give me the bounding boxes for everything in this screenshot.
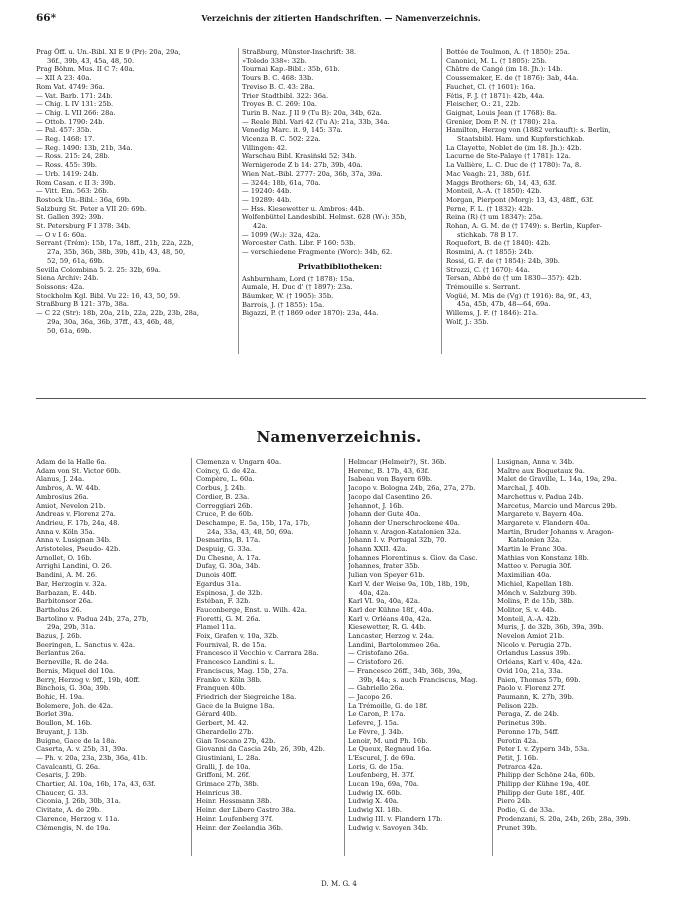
index-entry: Lacurne de Ste-Palaye († 1781): 12a. xyxy=(446,152,571,161)
index-entry: Troyes B. C. 269: 10a. xyxy=(242,100,318,109)
index-entry: Karl v. Orléans 40a, 42a. xyxy=(348,614,432,623)
index-entry: Tournai Kap.-Bibl.: 35b, 61b. xyxy=(242,65,340,74)
index-entry: Peter I. v. Zypern 34b, 53a. xyxy=(497,745,590,754)
index-entry: Peraga, Z. de 24b. xyxy=(497,710,559,719)
index-entry: Lancaster, Herzog v. 24a. xyxy=(348,632,435,641)
index-entry: Fournival, R. de 15a. xyxy=(196,640,267,649)
index-entry: Rossi, G. F. de († 1854): 24b, 39b. xyxy=(446,256,560,265)
index-entry: — Jacopo 26. xyxy=(348,692,393,701)
index-entry: Clémengis, N. de 19a. xyxy=(36,823,111,832)
index-entry: Jehannot, J. 16b. xyxy=(348,501,404,510)
index-entry: — 19240: 44b. xyxy=(242,187,292,196)
index-entry: Estéban, F. 32b. xyxy=(196,597,251,606)
index-entry: Rom Vat. 4749: 36a. xyxy=(36,82,105,91)
index-entry: Reina (R) († um 1834?): 25a. xyxy=(446,213,543,222)
index-entry: Binchois, G. 30a, 39b. xyxy=(36,684,111,693)
index-entry: Salzburg St. Peter a VII 20: 69b. xyxy=(36,204,147,213)
index-entry: Trier Stadtbibl. 322: 36a. xyxy=(242,91,329,100)
index-entry: Loris, G. de 15a. xyxy=(348,762,404,771)
index-entry: 52, 59, 61a, 69b. xyxy=(47,256,105,265)
index-entry: Johann I. v. Portugal 32b, 70. xyxy=(348,536,447,545)
index-entry: Bolemere, Joh. de 42a. xyxy=(36,701,113,710)
index-entry: 36f., 39b, 43, 45a, 48, 50. xyxy=(47,56,135,65)
index-entry: Amiot, Nevelon 21b. xyxy=(36,501,106,510)
index-entry: — Ross. 215: 24, 28b. xyxy=(36,152,110,161)
index-entry: Karl der Kühne 18f., 40a. xyxy=(348,605,434,614)
index-entry: Johannes, frater 35b. xyxy=(348,562,420,571)
index-entry: Prodenzani, S. 20a, 24b, 26b, 28a, 39b. xyxy=(497,814,631,823)
index-entry: — Francesco 26ff., 34b, 36b, 39a, xyxy=(348,666,463,675)
index-entry: Maître aux Boquetaux 9a. xyxy=(497,466,585,475)
index-entry: Bernis, Miquel del 10a. xyxy=(36,666,116,675)
index-entry: La Clayette, Noblet de (im 18. Jh.): 42b. xyxy=(446,143,582,152)
index-entry: Giustiniani, L. 28a. xyxy=(196,753,261,762)
index-entry: Bartolino v. Padua 24b, 27a, 27b, xyxy=(36,614,149,623)
index-entry: Straßburg, Münster-Inschrift: 38. xyxy=(242,48,357,56)
index-entry: Hamilton, Herzog von (1882 verkauft): s. Berlin, xyxy=(446,126,611,135)
index-entry: Corbus, J. 24b. xyxy=(196,484,246,493)
index-entry: Arnollet, O. 16b. xyxy=(36,553,92,562)
index-entry: Margarete v. Flandern 40a. xyxy=(497,518,591,527)
index-entry: Lucan 19a, 69a, 70a. xyxy=(348,780,420,789)
index-entry: 24a, 33a, 43, 48, 50, 69a. xyxy=(207,527,294,536)
index-entry: Arrighi Landini, O. 26. xyxy=(36,562,113,571)
index-entry: Civitate, A. de 29b. xyxy=(36,806,102,815)
index-entry: — Cristoforo 26. xyxy=(348,658,404,667)
index-entry: Wernigerode Z b 14: 27b, 39b, 40a. xyxy=(242,161,363,170)
index-entry: Desmarins, B. 17a. xyxy=(196,536,261,545)
index-entry: Fauchet, Cl. († 1601): 16a. xyxy=(446,82,536,91)
index-entry: — Chig. L VII 266: 28a. xyxy=(36,108,116,117)
index-entry: Francesco Landini s. L. xyxy=(196,658,276,667)
index-entry: Venedig Marc. it. 9, 145: 37a. xyxy=(242,126,343,135)
index-entry: Clarence, Herzog v. 11a. xyxy=(36,814,120,823)
index-entry: Rosmini, A. († 1855): 24b. xyxy=(446,248,534,257)
index-entry: — 3244: 18b, 61a, 70a. xyxy=(242,178,321,187)
column-divider xyxy=(441,48,442,354)
index-entry: — Hss. Kiesewetter u. Ambros: 44b. xyxy=(242,204,365,213)
index-entry: Coincy, G. de 42a. xyxy=(196,466,257,475)
index-entry: Paien, Thomas 57b, 69b. xyxy=(497,675,581,684)
index-entry: — 1099 (W₂): 32a, 42a. xyxy=(242,230,321,239)
index-entry: Bazus, J. 26b. xyxy=(36,632,82,641)
index-entry: Gralli, J. de 10a. xyxy=(196,762,251,771)
index-entry: Piero 24b. xyxy=(497,797,532,806)
index-entry: Boullon, M. 16b. xyxy=(36,719,93,728)
private-libraries-heading: Privatbibliotheken: xyxy=(297,261,383,271)
index-entry: Malet de Graville, L. 14a, 19a, 29a. xyxy=(497,475,617,484)
index-entry: — Vitt. Em. 563: 26b. xyxy=(36,187,109,196)
index-entry: Treviso B. C. 43: 28a. xyxy=(242,82,315,91)
index-entry: Bigazzi, P. († 1869 oder 1870): 23a, 44a. xyxy=(242,309,379,318)
handschriften-column-1 xyxy=(36,48,234,335)
index-entry: Gérard 40b. xyxy=(196,710,238,719)
index-entry: Alanus, J. 24a. xyxy=(36,475,85,484)
index-entry: Monteil, A.-A. († 1850): 42b. xyxy=(446,187,542,196)
index-entry: Bohic, H. 19a. xyxy=(36,692,85,701)
column-divider xyxy=(344,458,345,856)
index-entry: Dufay, G. 30a, 34b. xyxy=(196,562,261,571)
index-entry: Peronne 17b, 54ff. xyxy=(497,727,560,736)
index-entry: Orlandus Lassus 39b. xyxy=(497,649,571,658)
index-entry: Rom Casan. c II 3: 39b. xyxy=(36,178,116,187)
index-entry: Loufenberg, H. 37f. xyxy=(348,771,415,780)
index-entry: Worcester Cath. Libr. F 160: 53b. xyxy=(242,239,356,248)
index-entry: Perotin 42a. xyxy=(497,736,539,745)
index-entry: — Vat. Barb. 171: 24b. xyxy=(36,91,113,100)
index-entry: Beeringen, L. Sanctus v. 42a. xyxy=(36,640,135,649)
index-entry: Cruce, P. de 60b. xyxy=(196,510,254,519)
index-entry: Ashburnham, Lord († 1878): 15a. xyxy=(242,274,355,283)
column-divider xyxy=(191,458,192,856)
index-entry: Correggiari 26b. xyxy=(196,501,253,510)
index-entry: Prunet 39b. xyxy=(497,823,537,832)
index-entry: Ambros, A. W. 44b. xyxy=(36,484,101,493)
namen-column-1 xyxy=(36,458,186,832)
index-entry: Ludwig III. v. Flandern 17b. xyxy=(348,814,443,823)
index-entry: Margarete v. Bayern 40a. xyxy=(497,510,584,519)
index-entry: Le Caron, P. 17a. xyxy=(348,710,406,719)
index-entry: Franquen 40b. xyxy=(196,684,247,693)
namen-column-2 xyxy=(196,458,342,832)
index-entry: Warschau Bibl. Krasiński 52: 34b. xyxy=(242,152,357,161)
index-entry: Marchettus v. Padua 24b. xyxy=(497,492,584,501)
index-entry: Bar, Herzogin v. 32a. xyxy=(36,579,107,588)
index-entry: Mönch v. Salzburg 39b. xyxy=(497,588,577,597)
index-entry: Turin B. Naz. J II 9 (Tu B): 20a, 34b, 62a. xyxy=(242,108,382,117)
handschriften-column-2 xyxy=(242,48,438,318)
index-entry: Canonici, M. L. († 1805): 25b. xyxy=(446,56,547,65)
index-entry: Johann XXII. 42a. xyxy=(348,545,408,554)
index-entry: Gian Toscano 27b, 42b. xyxy=(196,736,276,745)
index-entry: Mathias von Konstanz 18b. xyxy=(497,553,589,562)
index-entry: Cavalcanti, G. 26a. xyxy=(36,762,101,771)
index-entry: Willems, J. F. († 1846): 21a. xyxy=(446,309,539,318)
index-entry: Stockholm Kgl. Bibl. Vu 22: 16, 43, 50, 59. xyxy=(36,291,181,300)
index-entry: Matteo v. Perugia 30f. xyxy=(497,562,572,571)
index-entry: 39b, 44a; s. auch Franciscus, Mag. xyxy=(359,675,478,684)
index-entry: Griffoni, M. 26f. xyxy=(196,771,251,780)
index-entry: Du Chesne, A. 17a. xyxy=(196,553,261,562)
index-entry: Lusignan, Anna v. 34b. xyxy=(497,458,575,466)
index-entry: — Ottob. 1790: 24b. xyxy=(36,117,105,126)
index-entry: 42a. xyxy=(253,222,268,231)
index-entry: — Chig. L IV 131: 25b. xyxy=(36,100,114,109)
index-entry: Karl V. der Weise 9a, 10b, 18b, 19b, xyxy=(348,579,470,588)
index-entry: Siena Archiv: 24b. xyxy=(36,274,99,283)
index-entry: Prag Böhm. Mus. II C 7: 40a. xyxy=(36,65,135,74)
index-entry: Muris, J. de 32b, 36b, 39a, 39b. xyxy=(497,623,604,632)
index-entry: Sevilla Colombina 5. 2. 25: 32b, 69a. xyxy=(36,265,161,274)
index-entry: Bäumker, W. († 1905): 35b. xyxy=(242,291,334,300)
running-title: Verzeichnis der zitierten Handschriften. — Namenverzeichnis. xyxy=(201,13,481,23)
index-entry: Ovid 10a, 21a, 33a. xyxy=(497,666,563,675)
index-entry: Philipp der Schöne 24a, 60b. xyxy=(497,771,596,780)
index-entry: 40a, 42a. xyxy=(359,588,391,597)
index-entry: Fétis, F. J. († 1871): 42b, 44a. xyxy=(446,91,545,100)
index-entry: Cordier, B. 23a. xyxy=(196,492,250,501)
index-entry: Marchal, J. 40b. xyxy=(497,484,551,493)
index-entry: Ciconia, J. 26b, 30b, 31a. xyxy=(36,797,121,806)
index-entry: 45a, 45b, 47b, 48—64, 69a. xyxy=(457,300,551,309)
index-entry: Buigne, Gace de la 18a. xyxy=(36,736,117,745)
index-entry: Mac Veagh: 21, 38b, 61f. xyxy=(446,169,531,178)
index-entry: Cesaris, J. 29b. xyxy=(36,771,87,780)
index-entry: Lenoir, M. und Ph. 16b. xyxy=(348,736,428,745)
index-entry: Francesco il Vecchio v. Carrara 28a. xyxy=(196,649,319,658)
column-divider xyxy=(492,458,493,856)
index-entry: — 19289: 44b. xyxy=(242,195,292,204)
index-entry: Strozzi, C. († 1670): 44a. xyxy=(446,265,530,274)
index-entry: Vicenza B. C. 502: 22a. xyxy=(242,135,321,144)
index-entry: Gaignat, Louis Jean († 1768): 8a. xyxy=(446,108,557,117)
index-entry: Pelison 22b. xyxy=(497,701,539,710)
index-entry: Jacopo v. Bologna 24b, 26a, 27a, 27b. xyxy=(348,484,476,493)
index-entry: Johannes Florentinus s. Giov. da Casc. xyxy=(348,553,478,562)
index-entry: Molins, P. de 15b, 38b. xyxy=(497,597,574,606)
index-entry: Monteil, A.-A. 42b. xyxy=(497,614,561,623)
signature-mark: D. M. G. 4 xyxy=(321,880,357,888)
index-entry: Johann v. Aragon-Katalonien 32a. xyxy=(348,527,462,536)
index-entry: Heinr. der Libero Castro 38a. xyxy=(196,806,296,815)
index-entry: Borlet 39a. xyxy=(36,710,74,719)
index-entry: Châtre de Cangé (im 18. Jh.): 14b. xyxy=(446,65,563,74)
index-entry: — XII A 23: 40a. xyxy=(36,74,92,83)
column-divider xyxy=(238,48,239,354)
index-entry: Coussemaker, E. de († 1876): 3ab, 44a. xyxy=(446,74,579,83)
index-entry: — Cristofano 26a. xyxy=(348,649,409,658)
index-entry: Heinr. Loufenberg 37f. xyxy=(196,814,274,823)
index-entry: Perne, F. L. († 1832): 42b. xyxy=(446,204,534,213)
index-entry: Giovanni da Cascia 24b, 26, 39b, 42b. xyxy=(196,745,325,754)
index-entry: Nevelon Amiot 21b. xyxy=(497,632,565,641)
index-entry: Serrant (Trém): 15b, 17a, 18ff., 21b, 22a, 22b, xyxy=(36,239,194,248)
index-entry: Adam von St. Victor 60b. xyxy=(36,466,121,475)
index-entry: Orléans, Karl v. 40a, 42a. xyxy=(497,658,583,667)
index-entry: Fauconberge, Enst. u. Wilh. 42a. xyxy=(196,605,307,614)
index-entry: Flamel 11a. xyxy=(196,623,236,632)
index-entry: Franciscus, Mag. 15b, 27a. xyxy=(196,666,289,675)
index-entry: Ludwig XI. 18b. xyxy=(348,806,402,815)
index-entry: L'Escurel, J. de 69a. xyxy=(348,753,416,762)
index-entry: Gace de la Buigne 18a. xyxy=(196,701,275,710)
index-entry: stichkab. 78 B 17. xyxy=(457,230,519,239)
index-entry: Anna v. Köln 35a. xyxy=(36,527,95,536)
index-entry: Herenc, B. 17b, 43, 63f. xyxy=(348,466,430,475)
section-rule xyxy=(36,398,646,399)
index-entry: Landini, Bartolommeo 26a. xyxy=(348,640,441,649)
index-entry: Maximilian 40a. xyxy=(497,571,552,580)
index-entry: Tours B. C. 468: 33b. xyxy=(242,74,314,83)
index-entry: — Urb. 1419: 24b. xyxy=(36,169,99,178)
index-entry: Karl VI. 9a, 40a, 42a. xyxy=(348,597,421,606)
index-entry: Espinosa, J. de 32b. xyxy=(196,588,263,597)
index-entry: Compère, L. 60a. xyxy=(196,475,255,484)
index-entry: Berlantus 26a. xyxy=(36,649,86,658)
index-entry: Bruyant, J. 13b. xyxy=(36,727,89,736)
index-entry: Chaucer, G. 33. xyxy=(36,788,89,797)
index-entry: Jacopo dal Casentino 26. xyxy=(348,492,433,501)
index-entry: Franko v. Köln 38b. xyxy=(196,675,262,684)
index-entry: Marcetus, Marcio und Marcus 29b. xyxy=(497,501,618,510)
index-entry: — Reg. 1490: 13b, 21b, 34a. xyxy=(36,143,133,152)
index-entry: — Reale Bibl. Vari 42 (Tu A): 21a, 33b, 34a. xyxy=(242,117,390,126)
index-entry: Johann der Unerschrockene 40a. xyxy=(348,518,460,527)
index-entry: Paumann, K. 27b, 39b. xyxy=(497,692,574,701)
index-entry: Rostock Un.-Bibl.: 36a, 69b. xyxy=(36,195,132,204)
namen-column-3 xyxy=(348,458,490,832)
index-entry: Rohan, A. G. M. de († 1749): s. Berlin, Kupfer- xyxy=(446,222,602,231)
index-entry: Wolf, J.: 35b. xyxy=(446,317,489,326)
index-entry: 29a, 30a, 36a, 36b, 37ff., 43, 46b, 48, xyxy=(47,317,175,326)
page-number: 66* xyxy=(36,12,57,24)
index-entry: Podio, G. de 33a. xyxy=(497,806,555,815)
index-entry: Kiesewetter, R. G. 44b. xyxy=(348,623,426,632)
index-entry: La Vallière, L. C. Duc de († 1780): 7a, 8. xyxy=(446,161,582,170)
index-entry: Le Fèvre, J. 34b. xyxy=(348,727,404,736)
index-entry: Barbitonsor 26a. xyxy=(36,597,93,606)
index-entry: — Pal. 457: 35b. xyxy=(36,126,92,135)
index-entry: — Reg. 1468: 17. xyxy=(36,135,95,144)
index-entry: Wolfenbüttel Landesbibl. Helmst. 628 (W₁): 35b, xyxy=(242,213,407,222)
index-entry: Gerbert, M. 42. xyxy=(196,719,249,728)
index-entry: Martin le Franc 30a. xyxy=(497,545,568,554)
index-entry: Friedrich der Siegreiche 18a. xyxy=(196,692,297,701)
index-entry: Morgan, Pierpont (Morg): 13, 43, 48ff., 63f. xyxy=(446,195,594,204)
handschriften-column-3 xyxy=(446,48,646,327)
index-entry: Johann der Gute 40a. xyxy=(348,510,421,519)
index-entry: Bandini, A. M. 26. xyxy=(36,571,98,580)
index-entry: Molitor, S. v. 44b. xyxy=(497,605,557,614)
index-entry: La Trémoille, G. de 18f. xyxy=(348,701,428,710)
index-entry: — Ph. v. 20a, 23a, 23b, 36a, 41b. xyxy=(36,753,148,762)
index-entry: Berry, Herzog v. 9ff., 19b, 40ff. xyxy=(36,675,140,684)
index-entry: Ludwig X. 40a. xyxy=(348,797,399,806)
index-entry: Ambrosius 26a. xyxy=(36,492,89,501)
running-header xyxy=(36,12,646,26)
index-entry: Clemenza v. Ungarn 40a. xyxy=(196,458,282,466)
index-entry: Villingen: 42. xyxy=(242,143,288,152)
index-entry: Bottée de Toulmon, A. († 1850): 25a. xyxy=(446,48,570,56)
index-entry: Aristoteles, Pseudo- 42b. xyxy=(36,545,121,554)
index-entry: Dunois 40ff. xyxy=(196,571,237,580)
index-entry: Berneville, R. de 24a. xyxy=(36,658,110,667)
index-entry: Philipp der Gute 18f., 40f. xyxy=(497,788,585,797)
index-entry: Andrieu, F. 17b, 24a, 48. xyxy=(36,518,120,527)
index-entry: Vogüé, M. Mis de (Vg) († 1916): 8a, 9f., 43, xyxy=(446,291,592,300)
index-entry: Petit, J. 16b. xyxy=(497,753,539,762)
index-entry: Soissons: 42a. xyxy=(36,282,85,291)
index-entry: — C 22 (Str): 18b, 20a, 21b, 22a, 22b, 23b, 28a, xyxy=(36,309,200,318)
namenverzeichnis-title: Namenverzeichnis. xyxy=(256,428,422,446)
index-entry: Anna v. Lusignan 34b. xyxy=(36,536,112,545)
index-entry: Martin, Bruder Johanns v. Aragon- xyxy=(497,527,614,536)
index-entry: — Ross. 455: 39b. xyxy=(36,161,98,170)
index-entry: Philipp der Kühne 19a, 40f. xyxy=(497,780,590,789)
index-entry: Isabeau von Bayern 69b. xyxy=(348,475,433,484)
index-entry: Helmcar (Helmeir?), St. 36b. xyxy=(348,458,447,466)
index-entry: Petrarca 42a. xyxy=(497,762,543,771)
index-entry: Caserta, A. v. 25b, 31, 39a. xyxy=(36,745,128,754)
index-entry: — O v I 6: 60a. xyxy=(36,230,87,239)
namen-column-4 xyxy=(497,458,647,832)
index-entry: Heinr. der Zeelandia 36b. xyxy=(196,823,283,832)
index-entry: Gherardello 27b. xyxy=(196,727,254,736)
index-entry: Trémouille s. Serrant. xyxy=(446,282,521,291)
index-entry: — verschiedene Fragmente (Worc): 34b, 62. xyxy=(242,248,393,257)
index-entry: Lefevre, J. 15a. xyxy=(348,719,400,728)
index-entry: Maggs Brothers: 6b, 14, 43, 63f. xyxy=(446,178,557,187)
index-entry: Paolo v. Florenz 27f. xyxy=(497,684,566,693)
index-entry: Wien Nat.-Bibl. 2777: 20a, 36b, 37a, 39a. xyxy=(242,169,383,178)
index-entry: Andreas v. Florenz 27a. xyxy=(36,510,116,519)
index-entry: Egardus 31a. xyxy=(196,579,242,588)
index-entry: Heinricus 38. xyxy=(196,788,242,797)
index-entry: Bartholus 26. xyxy=(36,605,82,614)
index-entry: 50, 61a, 69b. xyxy=(47,326,92,335)
index-entry: Prag Öff. u. Un.-Bibl. XI E 9 (Pr): 20a, 29a, xyxy=(36,48,181,56)
index-entry: Roquefort, B. de († 1840): 42b. xyxy=(446,239,551,248)
index-entry: Foix, Grafen v. 10a, 32b. xyxy=(196,632,279,641)
index-entry: Grimace 27b, 38b. xyxy=(196,780,259,789)
index-entry: Nicolo v. Perugia 27b. xyxy=(497,640,572,649)
index-entry: Le Queux, Regnaud 16a. xyxy=(348,745,432,754)
index-entry: 27a, 35b, 36b, 38b, 39b, 41b, 43, 48, 50, xyxy=(47,248,186,257)
index-entry: Julian von Speyer 61b. xyxy=(348,571,425,580)
index-entry: Tersan, Abbé de († um 1830—35?): 42b. xyxy=(446,274,582,283)
index-entry: Fioretti, G. M. 26a. xyxy=(196,614,261,623)
index-entry: »Toledo 338«: 32b. xyxy=(242,56,307,65)
index-entry: Staatsbibl. Ham. und Kupferstichkab. xyxy=(457,135,585,144)
index-entry: Despuig, G. 33a. xyxy=(196,545,252,554)
index-entry: Adam de la Halle 6a. xyxy=(36,458,107,466)
index-entry: Barrois, J. († 1855): 15a. xyxy=(242,300,325,309)
index-entry: Ludwig v. Savoyen 34b. xyxy=(348,823,428,832)
index-entry: Heinr. Hessmann 38b. xyxy=(196,797,272,806)
index-entry: Katalonien 32a. xyxy=(508,536,562,545)
index-entry: St. Petersburg F I 378: 34b. xyxy=(36,222,131,231)
index-entry: Fleischer, O.: 21, 22b. xyxy=(446,100,521,109)
index-entry: Grenier, Dom P. N. († 1780): 21a. xyxy=(446,117,558,126)
index-entry: Straßburg B 121: 37b, 38a. xyxy=(36,300,129,309)
index-entry: Michiel, Kapellan 18b. xyxy=(497,579,574,588)
index-entry: Aumale, H. Duc d' († 1897): 23a. xyxy=(242,283,353,292)
index-entry: Chartier, Al. 10a, 16b, 17a, 43, 63f. xyxy=(36,780,156,789)
index-entry: Ludwig IX. 60b. xyxy=(348,788,402,797)
index-entry: Barbazan, E. 44b. xyxy=(36,588,97,597)
index-entry: Deschampe, E. 5a, 15b, 17a, 17b, xyxy=(196,518,310,527)
index-entry: — Gabriello 26a. xyxy=(348,684,405,693)
index-entry: 29a, 29b, 31a. xyxy=(47,623,96,632)
index-entry: St. Gallen 392: 39b. xyxy=(36,213,104,222)
index-entry: Perinetus 39b. xyxy=(497,719,547,728)
